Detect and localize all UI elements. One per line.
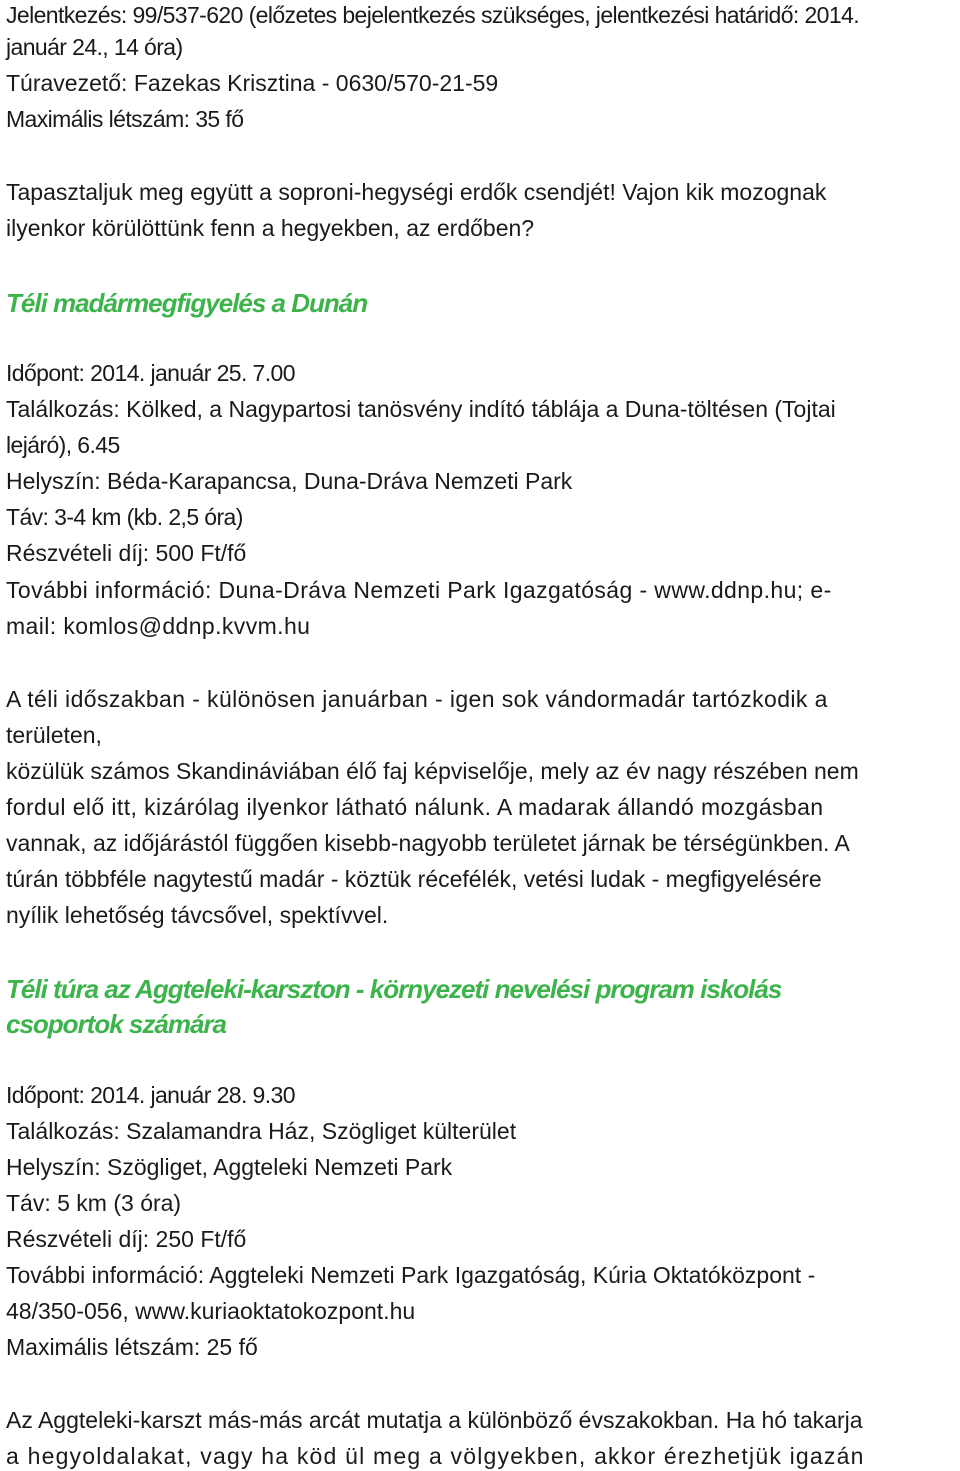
- max-participants: Maximális létszám: 25 fő: [6, 1334, 258, 1360]
- info-link[interactable]: 48/350-056, www.kuriaoktatokozpont.hu: [6, 1298, 416, 1324]
- event-time: Időpont: 2014. január 25. 7.00: [6, 360, 295, 386]
- event-title: Téli túra az Aggteleki-karszton - környezeti nevelési program iskolás: [6, 974, 782, 1004]
- event-distance: Táv: 3-4 km (kb. 2,5 óra): [6, 504, 243, 530]
- event-description: Az Aggteleki-karszt más-más arcát mutatja a különböző évszakokban. Ha hó takarja: [6, 1407, 863, 1433]
- event-description: fordul elő itt, kizárólag ilyenkor látható nálunk. A madarak állandó mozgásban: [6, 794, 824, 820]
- intro-text: ilyenkor körülöttünk fenn a hegyekben, az erdőben?: [6, 215, 535, 241]
- event-fee: Részvételi díj: 250 Ft/fő: [6, 1226, 247, 1252]
- event-info: [6, 611, 310, 641]
- event-fee: Részvételi díj: 500 Ft/fő: [6, 540, 247, 566]
- event-title: csoportok számára: [6, 1009, 226, 1039]
- event-meeting: lejáró), 6.45: [6, 432, 120, 458]
- event-description: A téli időszakban - különösen januárban - igen sok vándormadár tartózkodik a: [6, 686, 828, 712]
- event-info: [6, 575, 832, 605]
- event-meeting: Találkozás: Kölked, a Nagypartosi tanösvény indító táblája a Duna-töltésen (Tojtai: [6, 396, 836, 422]
- event-title: Téli madármegfigyelés a Dunán: [6, 288, 368, 318]
- event-info: [6, 1296, 415, 1326]
- event-description: nyílik lehetőség távcsővel, spektívvel.: [6, 902, 389, 928]
- event-place: Helyszín: Szögliget, Aggteleki Nemzeti Park: [6, 1154, 453, 1180]
- intro-text: Tapasztaljuk meg együtt a soproni-hegységi erdők csendjét! Vajon kik mozognak: [6, 179, 827, 205]
- email-link[interactable]: mail: komlos@ddnp.kvvm.hu: [6, 613, 311, 639]
- event-time: Időpont: 2014. január 28. 9.30: [6, 1082, 295, 1108]
- event-description: területen,: [6, 722, 102, 748]
- event-description: közülük számos Skandináviában élő faj képviselője, mely az év nagy részében nem: [6, 758, 859, 784]
- event-description: túrán többféle nagytestű madár - köztük récefélék, vetési ludak - megfigyelésére: [6, 866, 822, 892]
- guide-line: Túravezető: Fazekas Krisztina - 0630/570-21-59: [6, 70, 499, 96]
- registration-deadline: január 24., 14 óra): [6, 34, 183, 60]
- event-description: a hegyoldalakat, vagy ha köd ül meg a völgyekben, akkor érezhetjük igazán: [6, 1443, 865, 1469]
- info-link[interactable]: További információ: Duna-Dráva Nemzeti Park Igazgatóság - www.ddnp.hu; e-: [6, 577, 832, 603]
- event-distance: Táv: 5 km (3 óra): [6, 1190, 182, 1216]
- registration-line: Jelentkezés: 99/537-620 (előzetes bejelentkezés szükséges, jelentkezési határidő: 2014.: [6, 2, 860, 28]
- max-participants: Maximális létszám: 35 fő: [6, 106, 244, 132]
- event-meeting: Találkozás: Szalamandra Ház, Szögliget külterület: [6, 1118, 517, 1144]
- event-place: Helyszín: Béda-Karapancsa, Duna-Dráva Nemzeti Park: [6, 468, 573, 494]
- event-description: vannak, az időjárástól függően kisebb-nagyobb területet járnak be térségünkben. A: [6, 830, 850, 856]
- event-info: További információ: Aggteleki Nemzeti Park Igazgatóság, Kúria Oktatóközpont -: [6, 1262, 816, 1288]
